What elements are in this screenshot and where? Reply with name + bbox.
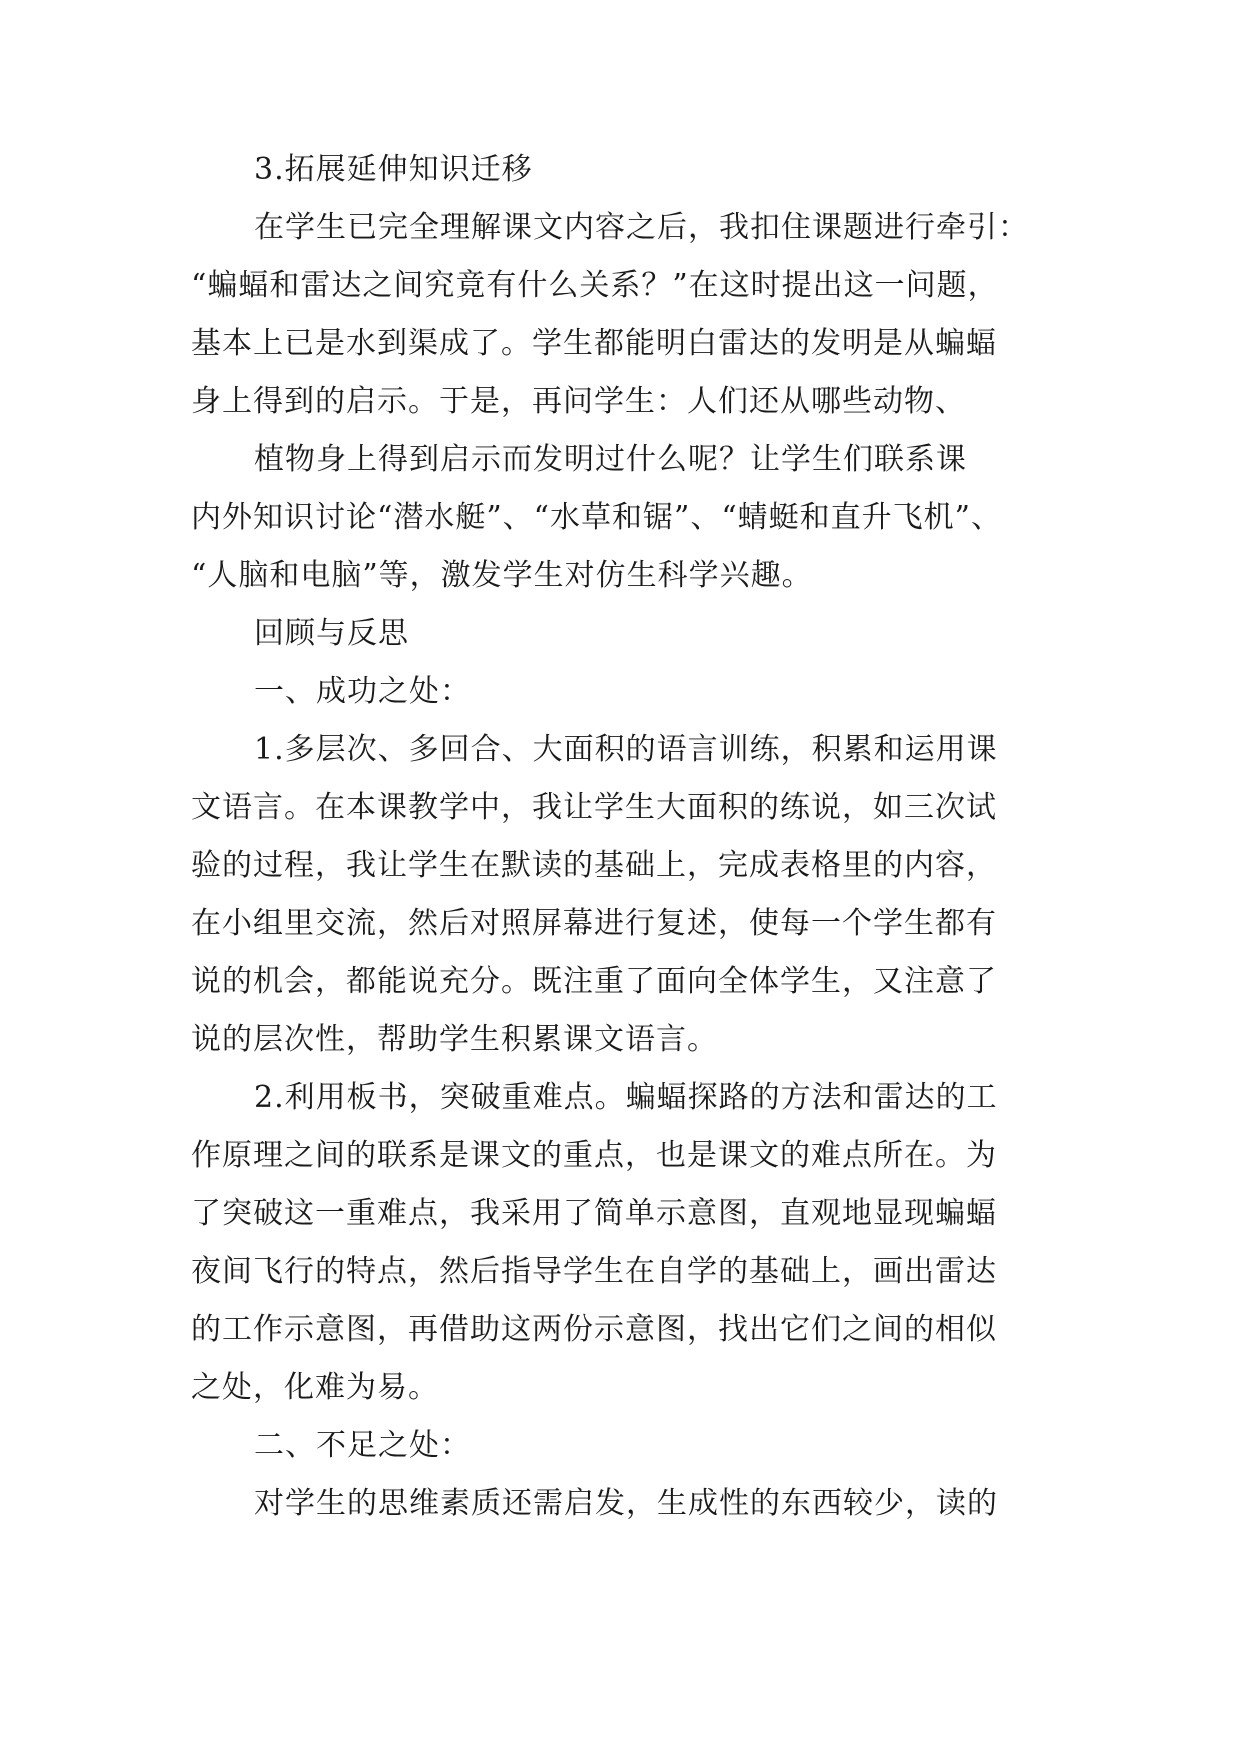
section-heading-review: 回顾与反思 [254,616,409,651]
section-heading-extension: 3.拓展延伸知识迁移 [254,152,533,187]
paragraph-line: 说的机会，都能说充分。既注重了面向全体学生，又注意了 [191,964,997,999]
paragraph-line: 了突破这一重难点，我采用了简单示意图，直观地显现蝙蝠 [191,1196,997,1231]
paragraph-line: 在学生已完全理解课文内容之后，我扣住课题进行牵引： [254,210,1029,245]
paragraph-line: 说的层次性，帮助学生积累课文语言。 [191,1022,718,1057]
paragraph-line: 作原理之间的联系是课文的重点，也是课文的难点所在。为 [191,1138,997,1173]
subheading-successes: 一、成功之处： [254,674,471,709]
paragraph-line: 在小组里交流，然后对照屏幕进行复述，使每一个学生都有 [191,906,997,941]
paragraph-line: 夜间飞行的特点，然后指导学生在自学的基础上，画出雷达 [191,1254,997,1289]
paragraph-line: 验的过程，我让学生在默读的基础上，完成表格里的内容， [191,848,997,883]
paragraph-line: 2.利用板书，突破重难点。蝙蝠探路的方法和雷达的工 [254,1080,998,1115]
paragraph-line: 之处，化难为易。 [191,1370,439,1405]
paragraph-line: 植物身上得到启示而发明过什么呢？让学生们联系课 [254,442,967,477]
paragraph-line: 基本上已是水到渠成了。学生都能明白雷达的发明是从蝙蝠 [191,326,997,361]
paragraph-line: 1.多层次、多回合、大面积的语言训练，积累和运用课 [254,732,998,767]
paragraph-line: “人脑和电脑”等，激发学生对仿生科学兴趣。 [191,558,813,593]
paragraph-line: 对学生的思维素质还需启发，生成性的东西较少，读的 [254,1486,998,1521]
paragraph-line: “蝙蝠和雷达之间究竟有什么关系？”在这时提出这一问题， [191,268,999,303]
paragraph-line: 内外知识讨论“潜水艇”、“水草和锯”、“蜻蜓和直升飞机”、 [191,500,1003,535]
paragraph-line: 的工作示意图，再借助这两份示意图，找出它们之间的相似 [191,1312,997,1347]
subheading-shortcomings: 二、不足之处： [254,1428,471,1463]
paragraph-line: 身上得到的启示。于是，再问学生：人们还从哪些动物、 [191,384,966,419]
paragraph-line: 文语言。在本课教学中，我让学生大面积的练说，如三次试 [191,790,997,825]
